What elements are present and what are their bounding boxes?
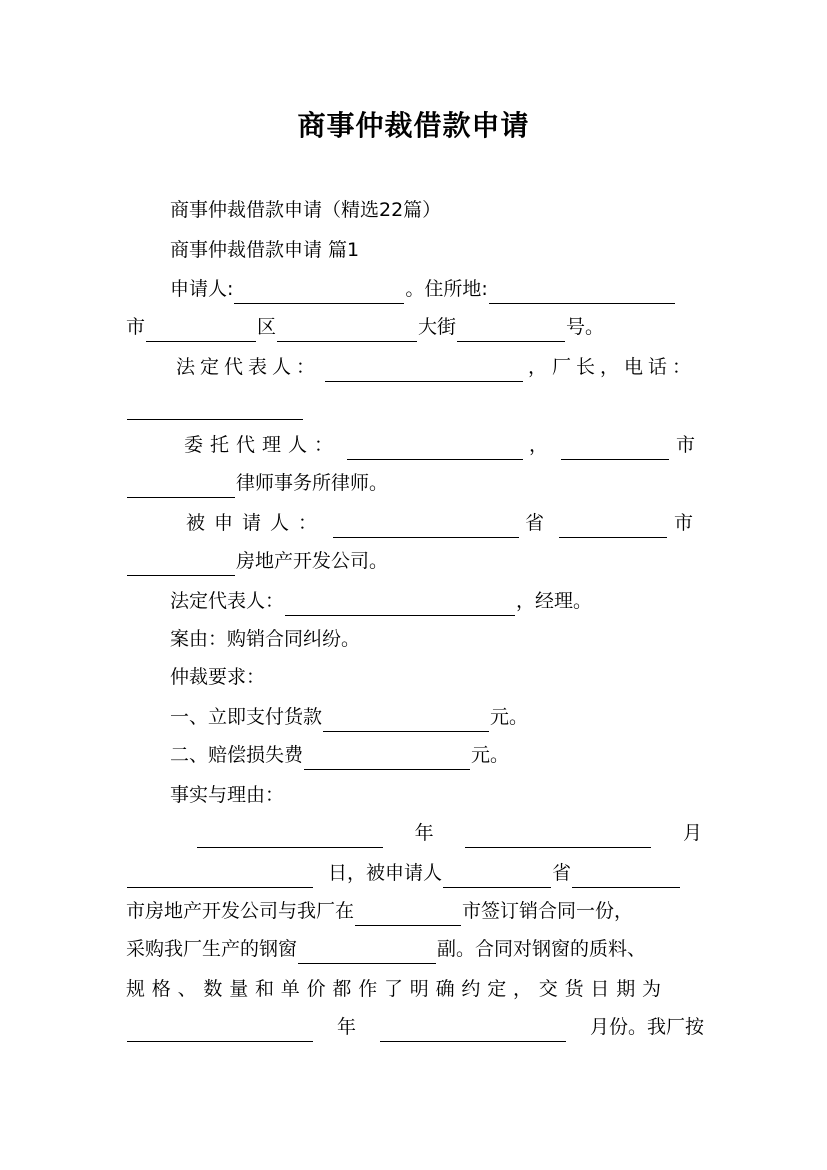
fact-line-3-suffix: 市签订销合同一份，	[462, 900, 634, 922]
fact-line-4-prefix: 采购我厂生产的钢窗	[126, 938, 298, 960]
facts-label: 事实与理由：	[170, 784, 285, 806]
agent-label: 委托代理人：	[184, 434, 341, 456]
legal-rep-label: 法定代表人：	[176, 356, 321, 378]
requests-line	[170, 662, 705, 692]
delivery-year-label: 年	[336, 1016, 356, 1038]
request-2-blank	[304, 749, 470, 770]
realestate-blank	[127, 555, 235, 576]
fact-year-label: 年	[414, 822, 434, 844]
factory-phone-label: ，厂长，电话：	[527, 356, 696, 378]
request-1-suffix: 元。	[490, 706, 529, 728]
fact-line-3	[126, 896, 706, 926]
subtitle-line	[170, 235, 710, 265]
fact-sign-city-blank	[355, 905, 461, 926]
request-1-prefix: 一、立即支付货款	[170, 706, 323, 728]
delivery-year-blank	[127, 1021, 313, 1042]
fact-day-respondent: 日，被申请人	[328, 862, 443, 884]
applicant-blank	[234, 283, 404, 304]
agent-city-blank	[561, 439, 669, 460]
applicant-label: 申请人:	[170, 278, 234, 300]
residence-blank	[489, 283, 675, 304]
city-blank	[146, 321, 256, 342]
request-2-suffix: 元。	[471, 744, 510, 766]
fact-line-4	[126, 934, 706, 964]
fact-city-blank	[572, 867, 680, 888]
fact-month-label: 月	[682, 822, 702, 844]
request-1-line	[170, 702, 705, 732]
respondent-province-blank	[559, 517, 667, 538]
realestate-label: 房地产开发公司。	[236, 550, 389, 572]
intro-text: 商事仲裁借款申请（精选22篇）	[170, 199, 442, 221]
residence-label: 。住所地:	[405, 278, 488, 300]
district-blank	[277, 321, 417, 342]
law-firm-blank	[127, 477, 235, 498]
realestate-line	[126, 546, 706, 576]
street-label: 大街	[418, 316, 457, 338]
facts-label-line	[170, 780, 705, 810]
subtitle-text: 商事仲裁借款申请 篇1	[170, 239, 360, 261]
request-2-line	[170, 740, 705, 770]
agent-comma: ，	[528, 434, 555, 456]
applicant-line	[170, 274, 705, 304]
agent-city-label: 市	[675, 434, 702, 456]
fact-province-blank	[443, 867, 551, 888]
street-blank	[457, 321, 565, 342]
address-line	[126, 312, 706, 342]
number-label: 号。	[566, 316, 605, 338]
request-1-blank	[323, 711, 489, 732]
legal-rep-blank	[325, 361, 523, 382]
respondent-line	[186, 508, 702, 538]
manager-label: ，经理。	[516, 590, 593, 612]
agent-blank	[347, 439, 523, 460]
legal-rep2-blank	[285, 595, 515, 616]
cause-line	[170, 624, 705, 654]
agent-line	[184, 430, 702, 460]
phone-blank	[127, 399, 303, 420]
fact-line-2	[126, 858, 706, 888]
fact-line-5-text: 规格、数量和单价都作了明确约定，交货日期为	[126, 978, 668, 1000]
fact-month-blank	[465, 827, 651, 848]
legal-rep-line	[176, 352, 696, 382]
city-label: 市	[126, 316, 146, 338]
respondent-city-label: 市	[673, 512, 702, 534]
phone-line	[126, 390, 706, 420]
law-firm-label: 律师事务所律师。	[236, 472, 389, 494]
cause-text: 案由：购销合同纠纷。	[170, 628, 361, 650]
fact-line-3-prefix: 市房地产开发公司与我厂在	[126, 900, 355, 922]
request-2-prefix: 二、赔偿损失费	[170, 744, 304, 766]
respondent-label: 被申请人：	[186, 512, 327, 534]
delivery-month-blank	[380, 1021, 566, 1042]
fact-province-label: 省	[552, 862, 572, 884]
fact-line-4-suffix: 副。合同对钢窗的质料、	[437, 938, 647, 960]
fact-line-6	[126, 1012, 704, 1042]
intro-line	[170, 195, 710, 225]
fact-line-1	[196, 818, 702, 848]
law-firm-line	[126, 468, 706, 498]
respondent-province-label: 省	[524, 512, 553, 534]
requests-label: 仲裁要求：	[170, 666, 266, 688]
legal-rep2-label: 法定代表人：	[170, 590, 285, 612]
legal-rep2-line	[170, 586, 705, 616]
document-title: 商事仲裁借款申请	[297, 109, 530, 142]
fact-line-5	[126, 974, 706, 1004]
respondent-blank	[333, 517, 519, 538]
fact-day-blank	[127, 867, 313, 888]
district-label: 区	[257, 316, 277, 338]
fact-year-blank	[197, 827, 383, 848]
delivery-month-tail: 月份。我厂按	[589, 1016, 704, 1038]
fact-window-qty-blank	[298, 943, 436, 964]
